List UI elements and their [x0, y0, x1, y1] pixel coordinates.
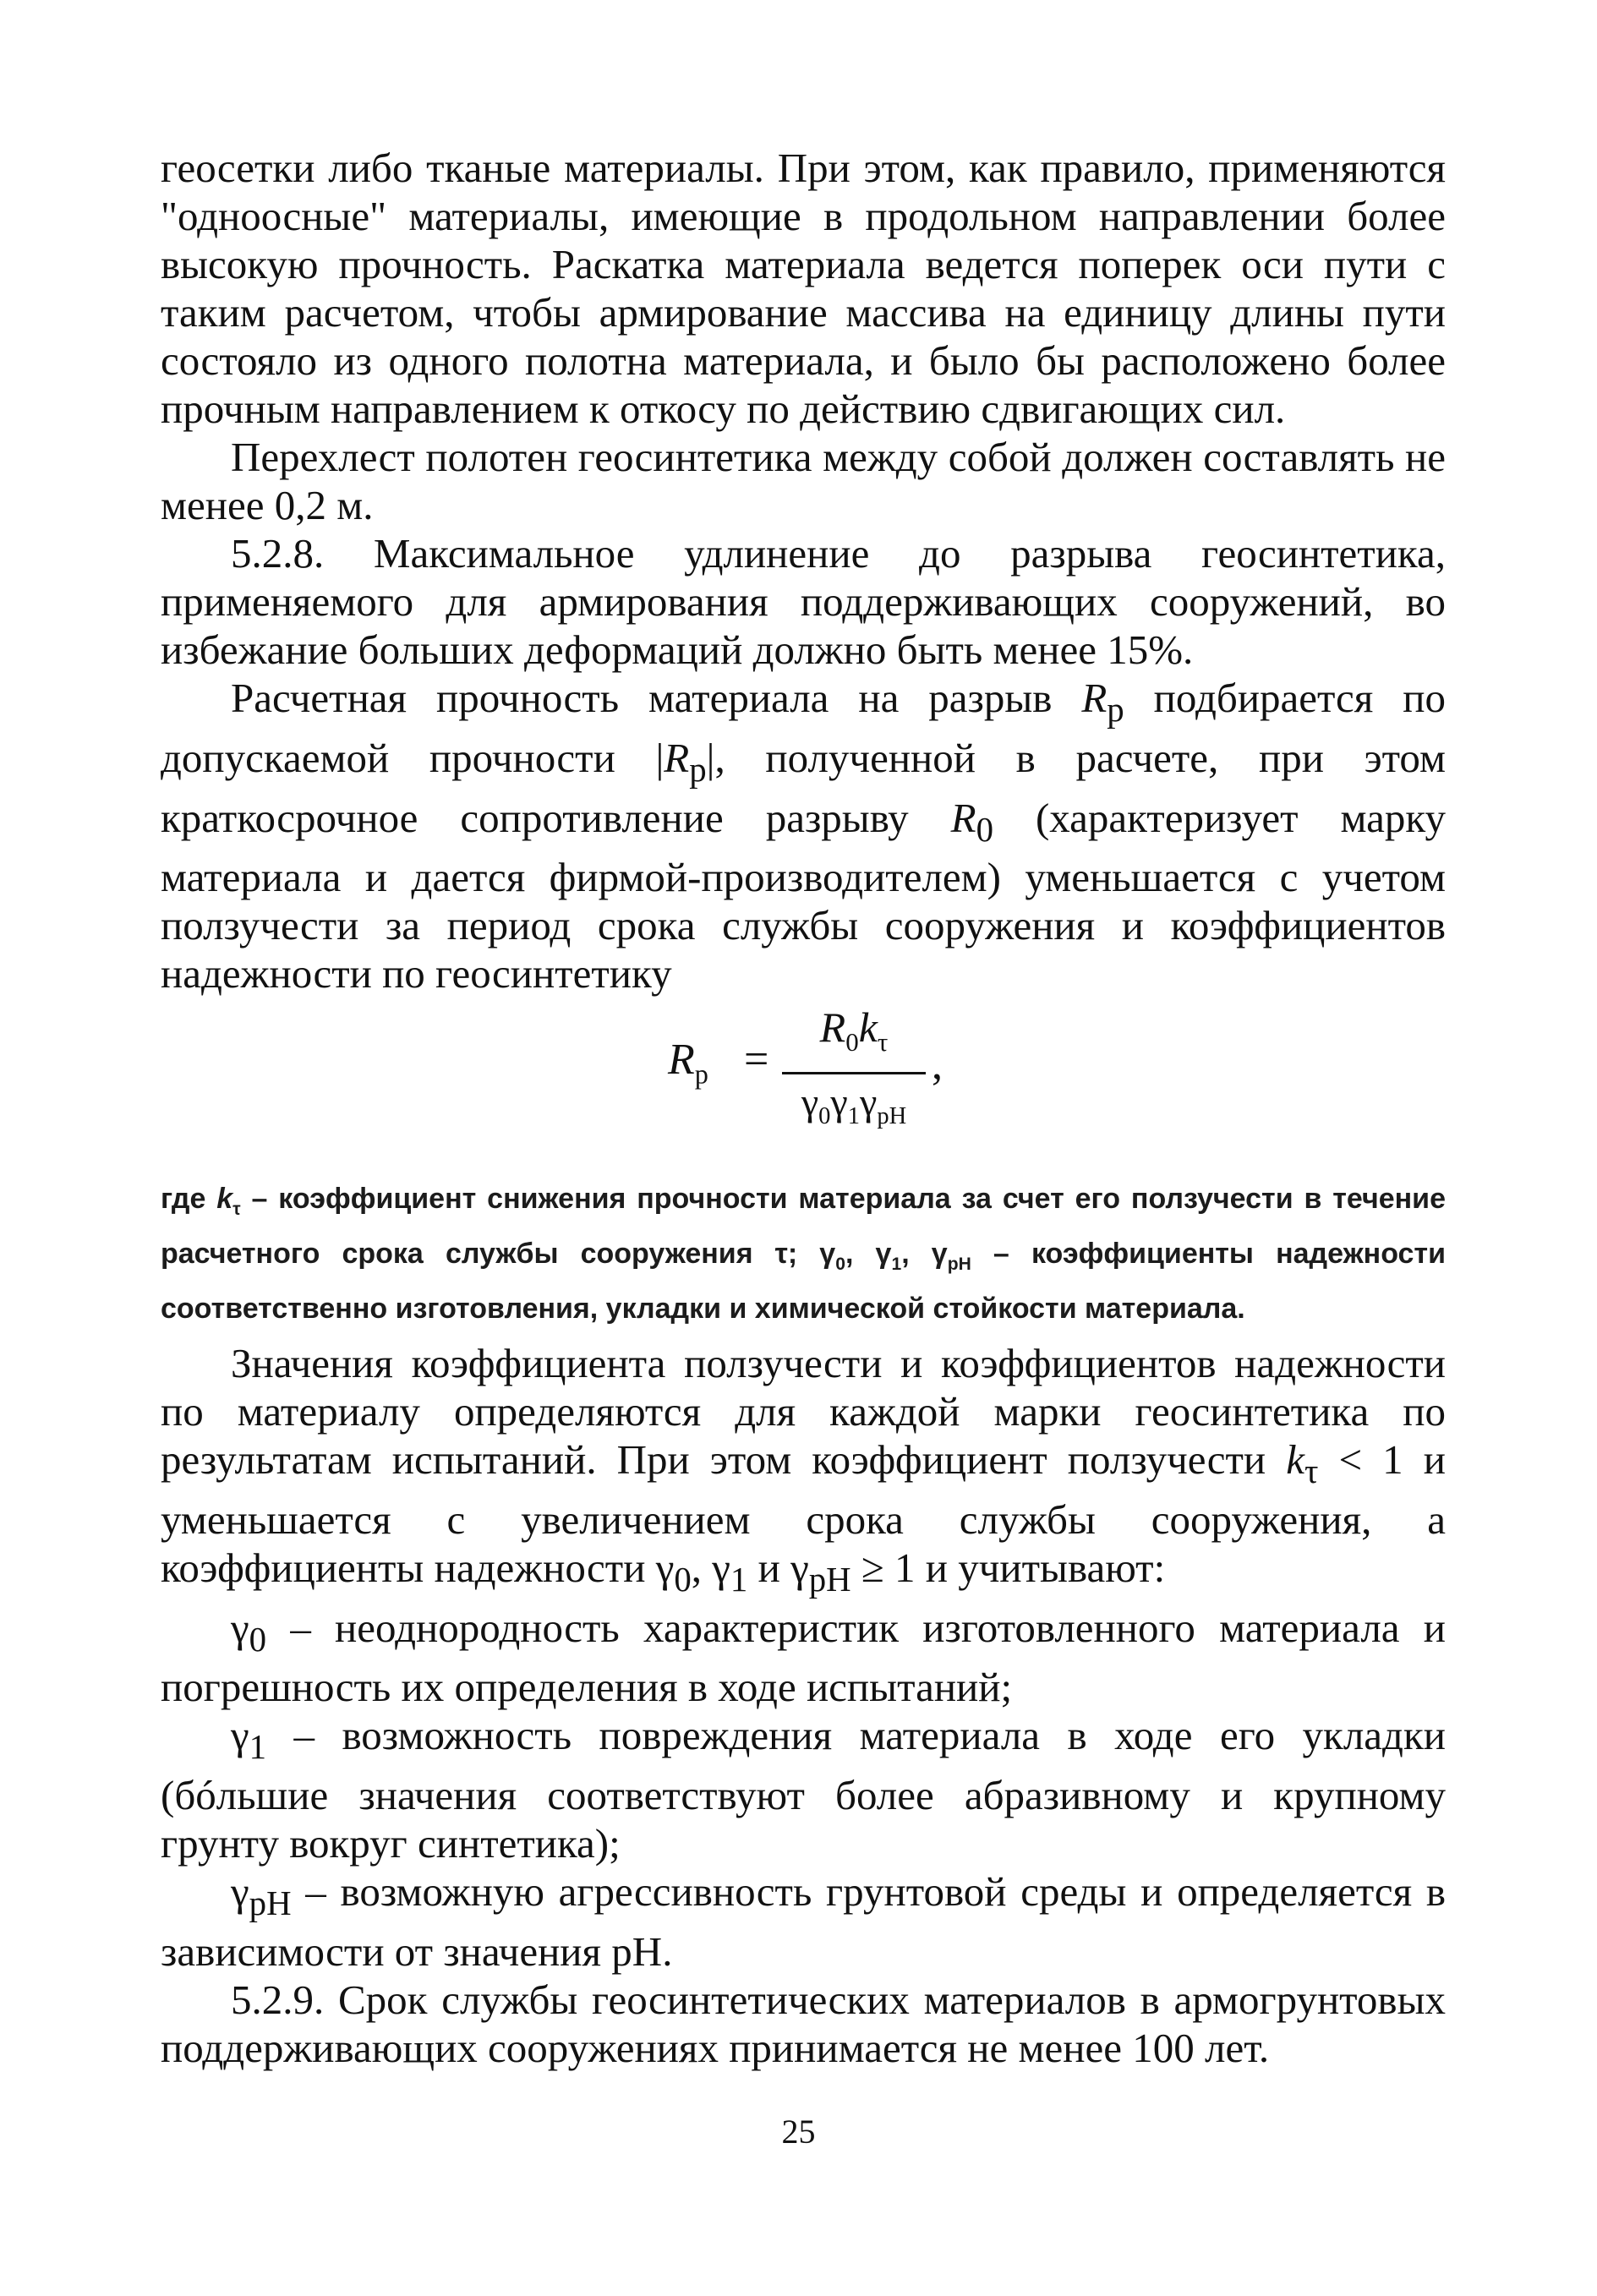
formula-equals: =: [744, 1036, 769, 1085]
formula-fraction-bar: [782, 1072, 926, 1074]
formula-note: где $k_\tau$ – коэффициент снижения прочности материала за счет его ползучести в течение расчетного срока службы сооружения τ; $\gamma_0$, $\gamma_1$, $\gamma_{pH}$ – коэффициенты надежности соответственно изготовления, укладки и химической стойкости материала.: [161, 1183, 1446, 1325]
paragraph-5-2-9: 5.2.9. Срок службы геосинтетических материалов в армогрунтовых поддерживающих сооружениях принимается не менее 100 лет.: [161, 1976, 1446, 2071]
paragraph-5-2-8: 5.2.8. Максимальное удлинение до разрыва геосинтетика, применяемого для армирования поддерживающих сооружений, во избежание больших деформаций должно быть менее 15%.: [161, 530, 1446, 673]
formula-fraction: [782, 999, 926, 1141]
document-page: [161, 144, 1446, 2072]
page-number: 25: [781, 2113, 816, 2151]
formula-numerator: $R_0k_\tau$: [819, 1003, 889, 1058]
formula-denominator: $\gamma_0\gamma_1\gamma_{pH}$: [801, 1080, 907, 1130]
paragraph-gamma1: $\gamma_1$ – возможность повреждения материала в ходе его укладки (бóльшие значения соответствуют более абразивному и крупному грунту вокруг синтетика);: [161, 1712, 1446, 1867]
paragraph-design-strength: Расчетная прочность материала на разрыв $R_р$ подбирается по допускаемой прочности $|R_р|$, полученной в расчете, при этом краткосрочное сопротивление разрыву $R_0$ (характеризует марку материала и дается фирмой-производителем) уменьшается с учетом ползучести за период срока службы сооружения и коэффициентов надежности по геосинтетику: [161, 675, 1447, 998]
strength-formula: [161, 999, 1446, 1177]
paragraph-overlap: Перехлест полотен геосинтетика между собой должен составлять не менее 0,2 м.: [161, 434, 1446, 528]
paragraph-1: геосетки либо тканые материалы. При этом, как правило, применяются "одноосные" материалы, имеющие в продольном направлении более высокую прочность. Раскатка материала ведется поперек оси пути с таким расчетом, чтобы армирование массива на единицу длины пути состояло из одного полотна материала, и было бы расположено более прочным направлением к откосу по действию сдвигающих сил.: [161, 145, 1446, 432]
paragraph-creep-coefficients: Значения коэффициента ползучести и коэффициентов надежности по материалу определяются для каждой марки геосинтетика по результатам испытаний. При этом коэффициент ползучести $k_\tau < 1$ и уменьшается с увеличением срока службы сооружения, а коэффициенты надежности $\gamma_0$, $\gamma_1$ и $\gamma_{pH} \ge 1$ и учитывают:: [161, 1339, 1446, 1599]
formula-comma: ,: [932, 1041, 943, 1090]
formula-lhs: $R_р$: [668, 1036, 708, 1090]
paragraph-gammapH: $\gamma_{pH}$ – возможную агрессивность грунтовой среды и определяется в зависимости от значения pH.: [161, 1868, 1446, 1975]
paragraph-gamma0: $\gamma_0$ – неоднородность характеристик изготовленного материала и погрешность их определения в ходе испытаний;: [161, 1604, 1446, 1711]
